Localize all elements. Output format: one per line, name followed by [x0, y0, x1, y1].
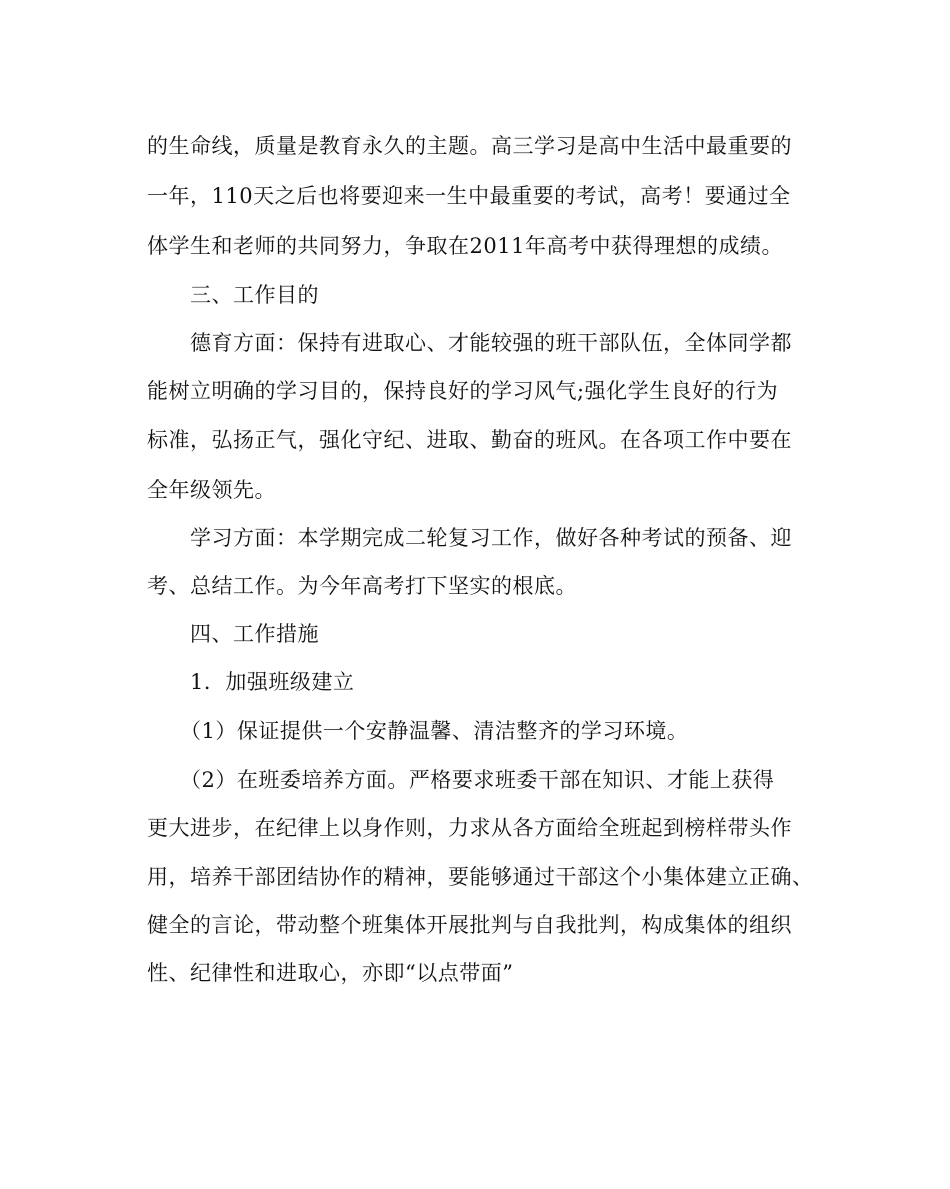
section-heading-4: 四、工作措施	[190, 622, 319, 646]
text-line-16: 用，培养干部团结协作的精神，要能够通过干部这个小集体建立正确、	[147, 865, 814, 889]
section-heading-3: 三、工作目的	[190, 283, 319, 307]
text-line-7: 标准，弘扬正气，强化守纪、进取、勤奋的班风。在各项工作中要在	[147, 428, 792, 452]
text-line-1: 的生命线，质量是教育永久的主题。高三学习是高中生活中最重要的	[147, 134, 792, 158]
text-line-10: 考、总结工作。为今年高考打下坚实的根底。	[147, 574, 577, 598]
text-line-5: 德育方面：保持有进取心、才能较强的班干部队伍，全体同学都	[190, 331, 792, 355]
text-line-8: 全年级领先。	[147, 478, 276, 502]
text-line-2: 一年，110天之后也将要迎来一生中最重要的考试，高考！要通过全	[147, 184, 791, 208]
text-line-14: （2）在班委培养方面。严格要求班委干部在知识、才能上获得	[180, 768, 775, 792]
text-line-6: 能树立明确的学习目的，保持良好的学习风气;强化学生良好的行为	[147, 379, 779, 403]
text-line-9: 学习方面：本学期完成二轮复习工作，做好各种考试的预备、迎	[190, 526, 792, 550]
text-line-17: 健全的言论，带动整个班集体开展批判与自我批判，构成集体的组织	[147, 913, 792, 937]
text-line-13: （1）保证提供一个安静温馨、清洁整齐的学习环境。	[180, 719, 689, 743]
text-line-15: 更大进步，在纪律上以身作则，力求从各方面给全班起到榜样带头作	[147, 816, 792, 840]
text-line-18: 性、纪律性和进取心，亦即“以点带面”	[147, 961, 514, 985]
subsection-heading-1: 1．加强班级建立	[190, 670, 355, 694]
text-line-3: 体学生和老师的共同努力，争取在2011年高考中获得理想的成绩。	[147, 234, 783, 258]
